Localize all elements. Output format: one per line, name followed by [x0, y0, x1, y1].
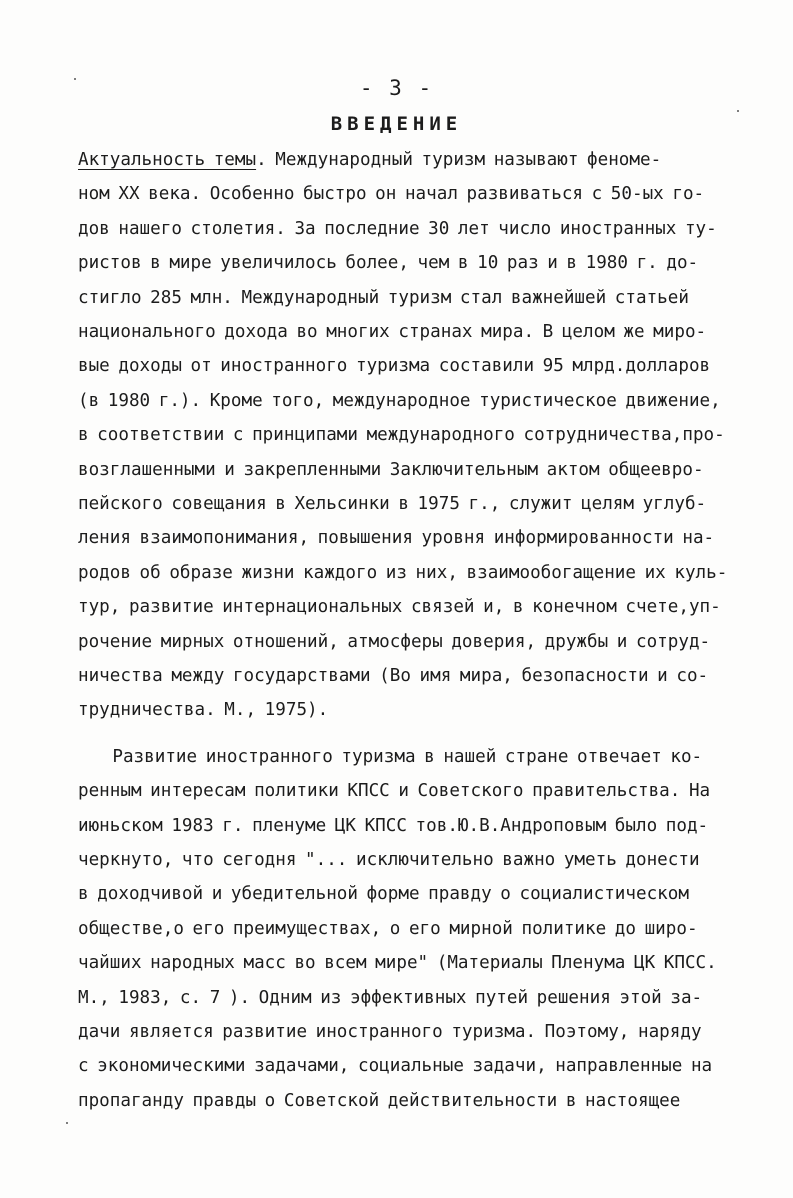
text-line: ристов в мире увеличилось более, чем в 10 раз и в 1980 г. до- [78, 253, 699, 274]
text-line: пропаганду правды о Советской действительности в настоящее [78, 1090, 681, 1111]
text-line: (в 1980 г.). Кроме того, международное туристическое движение, [78, 390, 721, 411]
text-line: тур, развитие интернациональных связей и, в конечном счете,уп- [78, 597, 721, 618]
text-line: вые доходы от иностранного туризма составили 95 млрд.долларов [78, 356, 711, 377]
text-line: Развитие иностранного туризма в нашей стране отвечает ко- [78, 746, 703, 767]
text-line: пейского совещания в Хельсинки в 1975 г., служит целям углуб- [78, 494, 707, 514]
text-line: обществе,о его преимуществах, о его мирной политике до широ- [78, 918, 698, 939]
scan-speck [66, 1122, 68, 1124]
text-line: возглашенными и закрепленными Заключительным актом общеевро- [78, 459, 704, 480]
page-number: - 3 - [359, 76, 434, 100]
text-line: родов об образе жизни каждого из них, взаимообогащение их куль- [78, 562, 728, 583]
section-heading: ВВЕДЕНИЕ [330, 113, 463, 135]
text-line: рочение мирных отношений, атмосферы доверия, дружбы и сотруд- [78, 631, 711, 652]
text-line: в соответствии с принципами международного сотрудничества,про- [78, 425, 725, 446]
text-line: национального дохода во многих странах мира. В целом же миро- [78, 322, 707, 342]
text-line: с экономическими задачами, социальные задачи, направленные на [78, 1056, 713, 1077]
text-line: стигло 285 млн. Международный туризм стал важнейшей статьей [78, 287, 689, 308]
text-line: чайших народных масс во всем мире" (Материалы Пленума ЦК КПСС. [78, 953, 717, 974]
text-line: черкнуто, что сегодня "... исключительно важно уметь донести [78, 850, 700, 870]
text-line [78, 150, 758, 170]
text-line: в доходчивой и убедительной форме правду о социалистическом [78, 884, 689, 905]
text-line: М., 1983, с. 7 ). Одним из эффективных путей решения этой за- [78, 987, 703, 1008]
text-line: ном XX века. Особенно быстро он начал развиваться с 50-ых го- [78, 184, 705, 205]
line-text: . Международный туризм называют феноме- [256, 150, 662, 170]
text-line: дачи является развитие иностранного туризма. Поэтому, наряду [78, 1022, 702, 1042]
text-line: трудничества. М., 1975). [78, 700, 329, 721]
text-line: дов нашего столетия. За последние 30 лет число иностранных ту- [78, 218, 717, 239]
text-line: июньском 1983 г. пленуме ЦК КПСС тов.Ю.В.Андроповым было под- [78, 815, 709, 836]
text-line: ничества между государствами (Во имя мира, безопасности и со- [78, 666, 709, 686]
underlined-term: Актуальность темы [78, 150, 257, 170]
scan-speck [737, 110, 739, 112]
text-line: ренным интересам политики КПСС и Советского правительства. На [78, 781, 711, 802]
text-line: ления взаимопонимания, повышения уровня информированности на- [78, 528, 715, 549]
